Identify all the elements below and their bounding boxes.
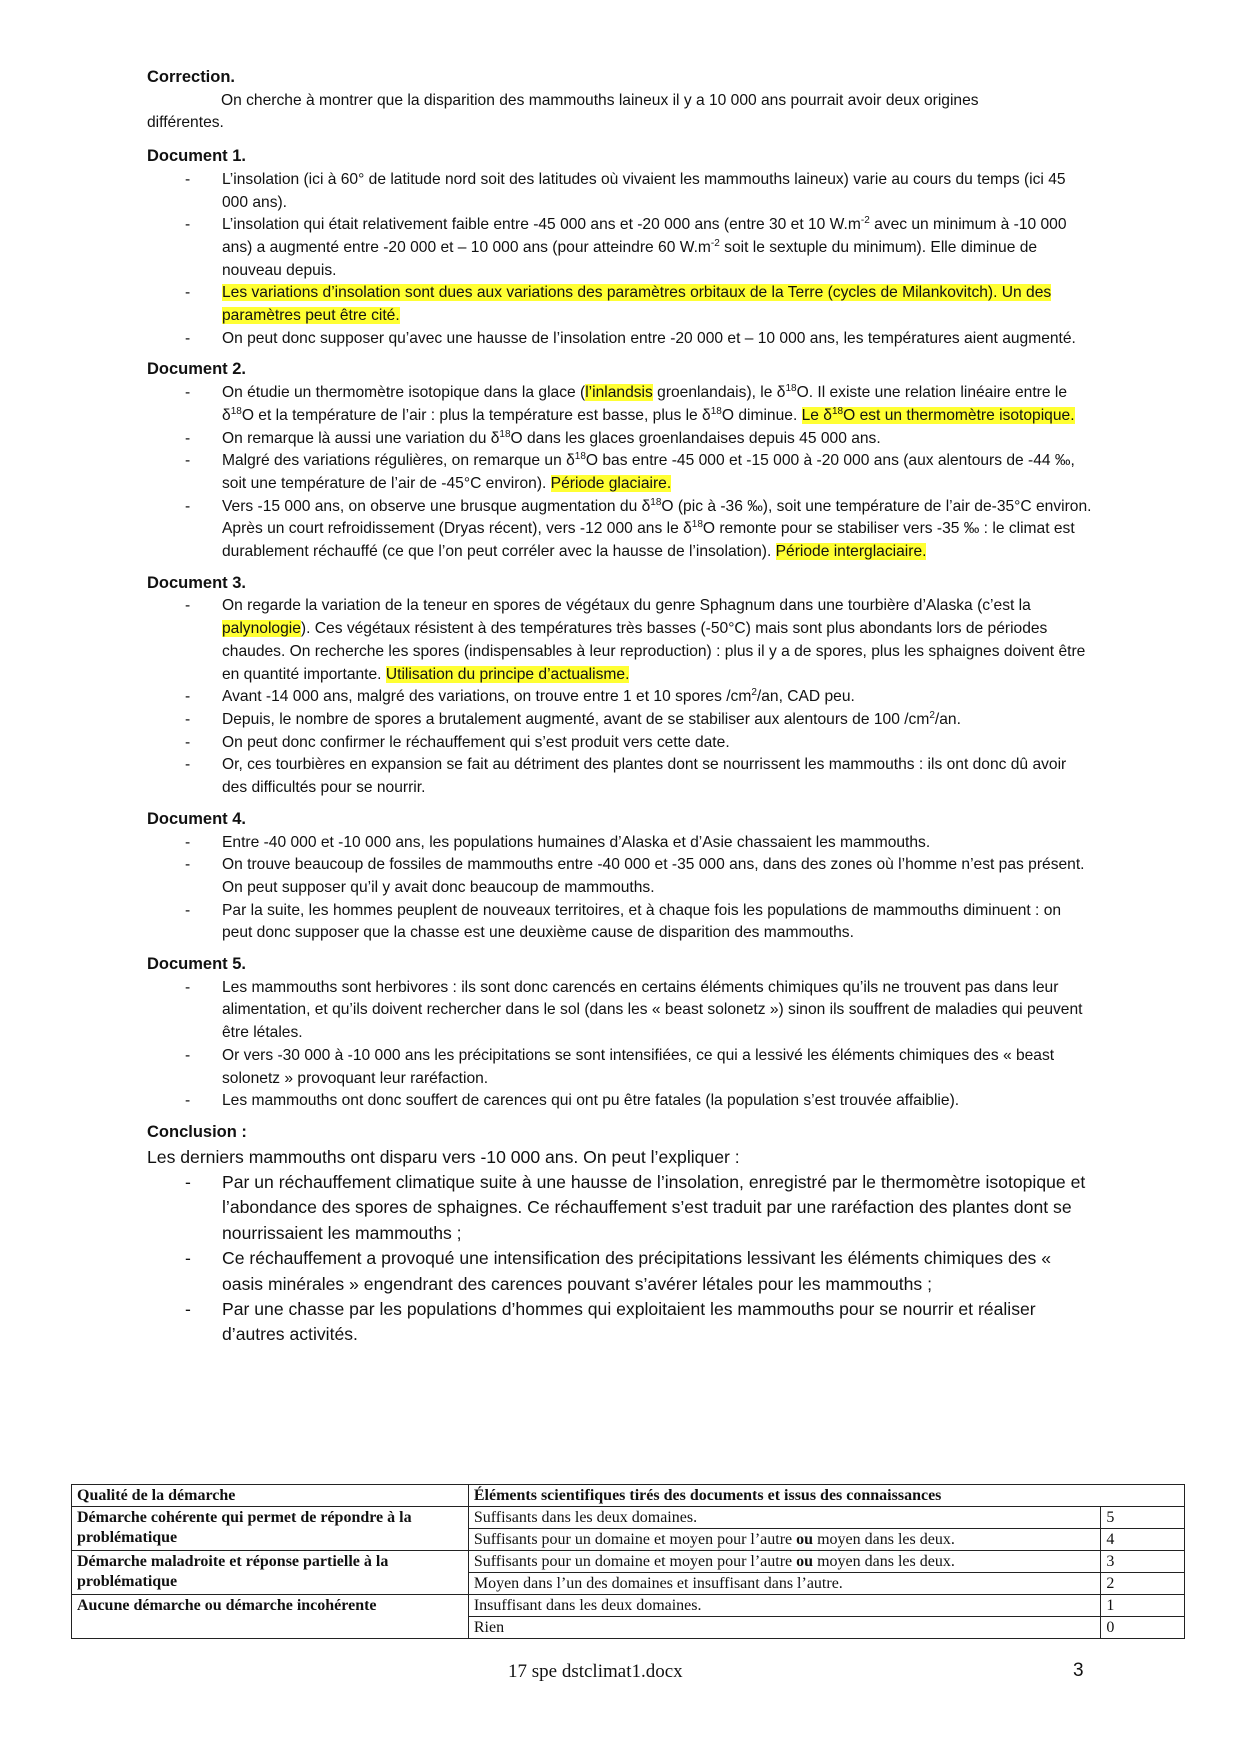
- document-5-title: Document 5.: [147, 955, 247, 974]
- list-item: - Malgré des variations régulières, on remarque un $\delta^{18}O$ bas entre -45 000 et -15 000 à -20 000 ans (aux alentours de -44 ‰, soit une température de l’air de -45°C environ). Période glaciaire.: [147, 450, 1095, 495]
- criteria-cell: Suffisants pour un domaine et moyen pour l’autre ou moyen dans les deux.: [468, 1551, 1101, 1573]
- highlighted-text: Période glaciaire.: [550, 474, 672, 492]
- table-row: [72, 1485, 1185, 1507]
- table-row: [72, 1507, 1185, 1529]
- score-cell: 2: [1101, 1573, 1185, 1595]
- document-3-title: Document 3.: [147, 573, 247, 592]
- quality-cell: Démarche cohérente qui permet de répondre à la problématique: [72, 1507, 469, 1551]
- list-item: - L’insolation qui était relativement faible entre -45 000 ans et -20 000 ans (entre 30 et 10 $W.m^{-2}$ avec un minimum à -10 000 ans) a augmenté entre -20 000 et – 10 000 ans (pour atteindre 60 $W.m^{-2}$ soit le sextuple du minimum). Elle diminue de nouveau depuis.: [147, 214, 1095, 282]
- table-row: [72, 1595, 1185, 1617]
- list-item: - On regarde la variation de la teneur en spores de végétaux du genre Sphagnum dans une tourbière d’Alaska (c’est la palynologie). Ces végétaux résistent à des températures très basses (-50°C) mais sont plus abondants lors de périodes chaudes. On recherche les spores (indispensables à leur reproduction) : plus il y a de spores, plus les sphaignes doivent être en quantité importante. Utilisation du principe d’actualisme.: [147, 595, 1095, 686]
- correction-title: Correction.: [147, 68, 236, 86]
- list-item: - On remarque là aussi une variation du $\delta^{18}O$ dans les glaces groenlandaises depuis 45 000 ans.: [147, 428, 1095, 451]
- score-cell: 3: [1101, 1551, 1185, 1573]
- table-row: [72, 1551, 1185, 1573]
- document-5-list: [147, 977, 1095, 1113]
- list-item: - Par une chasse par les populations d’hommes qui exploitaient les mammouths pour se nourrir et réaliser d’autres activités.: [147, 1297, 1095, 1348]
- document-1-title: Document 1.: [147, 147, 247, 166]
- list-item: - Entre -40 000 et -10 000 ans, les populations humaines d’Alaska et d’Asie chassaient les mammouths.: [147, 832, 1095, 855]
- list-item: - On peut donc supposer qu’avec une hausse de l’insolation entre -20 000 et – 10 000 ans, les températures aient augmenté.: [147, 328, 1095, 351]
- quality-cell: Démarche maladroite et réponse partielle à la problématique: [72, 1551, 469, 1595]
- document-4-list: [147, 832, 1095, 946]
- footer-filename: 17 spe dstclimat1.docx: [508, 1661, 683, 1682]
- score-cell: 4: [1101, 1529, 1185, 1551]
- conclusion-title: Conclusion :: [147, 1122, 247, 1141]
- header-cell: Qualité de la démarche: [72, 1485, 469, 1507]
- criteria-cell: Suffisants dans les deux domaines.: [468, 1507, 1101, 1529]
- page-number: 3: [1073, 1660, 1084, 1681]
- conclusion: [147, 1145, 1095, 1348]
- highlighted-text: Le $\delta^{18}O$ est un thermomètre isotopique.: [801, 405, 1075, 424]
- conclusion-list: [147, 1170, 1095, 1348]
- intro-paragraph: On cherche à montrer que la disparition des mammouths laineux il y a 10 000 ans pourrait avoir deux origines différentes.: [147, 91, 979, 132]
- criteria-cell: Moyen dans l’un des domaines et insuffisant dans l’autre.: [468, 1573, 1101, 1595]
- criteria-cell: Insuffisant dans les deux domaines.: [468, 1595, 1101, 1617]
- list-item: - Les mammouths ont donc souffert de carences qui ont pu être fatales (la population s’est trouvée affaiblie).: [147, 1090, 1095, 1113]
- score-cell: 5: [1101, 1507, 1185, 1529]
- grading-grid: [71, 1484, 1185, 1639]
- document-body: [147, 66, 1095, 1348]
- document-1-list: [147, 169, 1095, 351]
- list-item: - On étudie un thermomètre isotopique dans la glace (l’inlandsis groenlandais), le $\delta^{18}O$. Il existe une relation linéaire entre le $\delta^{18}O$ et la température de l’air : plus la température est basse, plus le $\delta^{18}O$ diminue. Le $\delta^{18}O$ est un thermomètre isotopique.: [147, 382, 1095, 427]
- conclusion-lead: Les derniers mammouths ont disparu vers -10 000 ans. On peut l’expliquer :: [147, 1146, 740, 1167]
- list-item: - L’insolation (ici à 60° de latitude nord soit des latitudes où vivaient les mammouths laineux) varie au cours du temps (ici 45 000 ans).: [147, 169, 1095, 214]
- document-2-list: [147, 382, 1095, 564]
- quality-cell: Aucune démarche ou démarche incohérente: [72, 1595, 469, 1639]
- score-cell: 1: [1101, 1595, 1185, 1617]
- header-cell: Éléments scientifiques tirés des documents et issus des connaissances: [468, 1485, 1184, 1507]
- list-item: - Or vers -30 000 à -10 000 ans les précipitations se sont intensifiées, ce qui a lessivé les éléments chimiques des « beast solonetz » provoquant leur raréfaction.: [147, 1045, 1095, 1090]
- list-item: - Par un réchauffement climatique suite à une hausse de l’insolation, enregistré par le thermomètre isotopique et l’abondance des spores de sphaignes. Ce réchauffement s’est traduit par une raréfaction des plantes dont se nourrissaient les mammouths ;: [147, 1170, 1095, 1246]
- document-2-title: Document 2.: [147, 360, 247, 379]
- list-item: - Depuis, le nombre de spores a brutalement augmenté, avant de se stabiliser aux alentours de 100 $/cm^2/an$.: [147, 709, 1095, 732]
- list-item: - Par la suite, les hommes peuplent de nouveaux territoires, et à chaque fois les populations de mammouths diminuent : on peut donc supposer que la chasse est une deuxième cause de disparition des mammouths.: [147, 900, 1095, 945]
- highlighted-text: Période interglaciaire.: [775, 543, 927, 561]
- list-item: - Vers -15 000 ans, on observe une brusque augmentation du $\delta^{18}O$ (pic à -36 ‰), soit une température de l’air de-35°C environ. Après un court refroidissement (Dryas récent), vers -12 000 ans le $\delta^{18}O$ remonte pour se stabiliser vers -35 ‰ : le climat est durablement réchauffé (ce que l’on peut corréler avec la hausse de l’insolation). Période interglaciaire.: [147, 496, 1095, 564]
- document-3-list: [147, 595, 1095, 799]
- list-item: [147, 282, 1095, 327]
- list-item: - Avant -14 000 ans, malgré des variations, on trouve entre 1 et 10 spores $/cm^2/an$, CAD peu.: [147, 686, 1095, 709]
- highlighted-text: Les variations d’insolation sont dues aux variations des paramètres orbitaux de la Terre (cycles de Milankovitch). Un des paramètres peut être cité.: [222, 284, 1052, 325]
- list-item: - Or, ces tourbières en expansion se fait au détriment des plantes dont se nourrissent les mammouths : ils ont donc dû avoir des difficultés pour se nourrir.: [147, 754, 1095, 799]
- highlighted-text: Utilisation du principe d’actualisme.: [385, 665, 630, 683]
- criteria-cell: Suffisants pour un domaine et moyen pour l’autre ou moyen dans les deux.: [468, 1529, 1101, 1551]
- list-item: - On trouve beaucoup de fossiles de mammouths entre -40 000 et -35 000 ans, dans des zones où l’homme n’est pas présent. On peut supposer qu’il y avait donc beaucoup de mammouths.: [147, 854, 1095, 899]
- list-item: - Ce réchauffement a provoqué une intensification des précipitations lessivant les éléments chimiques des « oasis minérales » engendrant des carences pouvant s’avérer létales pour les mammouths ;: [147, 1246, 1095, 1297]
- criteria-cell: Rien: [468, 1617, 1101, 1639]
- score-cell: 0: [1101, 1617, 1185, 1639]
- list-item: - Les mammouths sont herbivores : ils sont donc carencés en certains éléments chimiques qu’ils ne trouvent pas dans leur alimentation, et qu’ils doivent rechercher dans le sol (dans les « beast solonetz ») sinon ils souffrent de maladies qui peuvent être létales.: [147, 977, 1095, 1045]
- document-4-title: Document 4.: [147, 809, 247, 828]
- highlighted-text: l’inlandsis: [585, 384, 653, 402]
- highlighted-text: palynologie: [222, 620, 301, 638]
- list-item: - On peut donc confirmer le réchauffement qui s’est produit vers cette date.: [147, 732, 1095, 755]
